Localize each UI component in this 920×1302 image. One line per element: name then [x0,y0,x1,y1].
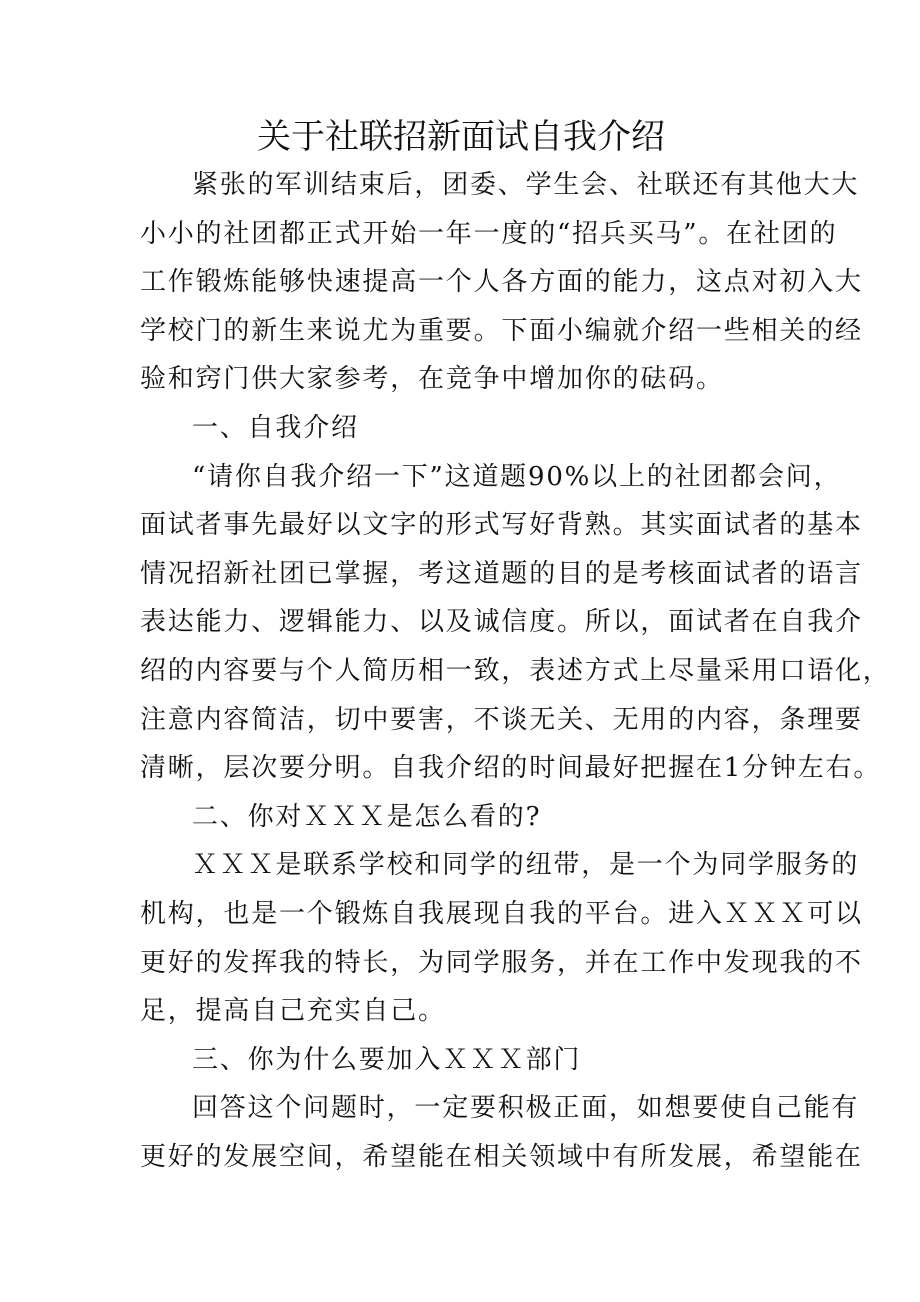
document-title: 关于社联招新面试自我介绍 [257,117,665,157]
text-line: 回答这个问题时，一定要积极正面，如想要使自己能有 [192,1093,860,1124]
text-line: 情况招新社团已掌握，考这道题的目的是考核面试者的语言 [140,558,863,589]
text-line: 学校门的新生来说尤为重要。下面小编就介绍一些相关的经 [140,315,863,346]
intro-paragraph [140,161,863,404]
section-heading-2 [140,793,782,842]
text-line: 更好的发挥我的特长，为同学服务，并在工作中发现我的不 [140,947,863,978]
text-line: 机构，也是一个锻炼自我展现自我的平台。进入ＸＸＸ可以 [140,898,863,929]
text-line: 足，提高自己充实自己。 [140,996,446,1027]
text-line: 绍的内容要与个人简历相一致，表述方式上尽量采用口语化， [140,655,891,686]
text-line: 更好的发展空间，希望能在相关领域中有所发展，希望能在 [140,1141,863,1172]
section-heading-1 [140,404,782,453]
heading-text: 二、你对ＸＸＸ是怎么看的? [192,801,542,832]
document-page [140,113,891,1181]
text-line: ＸＸＸ是联系学校和同学的纽带，是一个为同学服务的 [192,850,860,881]
why-join-paragraph [140,1084,863,1181]
heading-text: 一、自我介绍 [192,412,359,443]
text-line: 面试者事先最好以文字的形式写好背熟。其实面试者的基本 [140,510,863,541]
heading-text: 三、你为什么要加入ＸＸＸ部门 [192,1044,582,1075]
text-line: 小小的社团都正式开始一年一度的“招兵买马”。在社团的 [140,218,838,249]
text-line: 验和窍门供大家参考，在竞争中增加你的砝码。 [140,364,724,395]
text-line: “请你自我介绍一下”这道题90%以上的社团都会问， [192,461,842,492]
text-line: 表达能力、逻辑能力、以及诚信度。所以，面试者在自我介 [140,607,863,638]
text-line: 清晰，层次要分明。自我介绍的时间最好把握在1分钟左右。 [140,753,882,784]
view-paragraph [140,841,863,1035]
text-line: 工作锻炼能够快速提高一个人各方面的能力，这点对初入大 [140,267,863,298]
text-line: 紧张的军训结束后，团委、学生会、社联还有其他大大 [192,170,860,200]
text-line: 注意内容简洁，切中要害，不谈无关、无用的内容，条理要 [140,704,863,735]
self-intro-paragraph [140,453,891,793]
section-heading-3 [140,1036,782,1085]
